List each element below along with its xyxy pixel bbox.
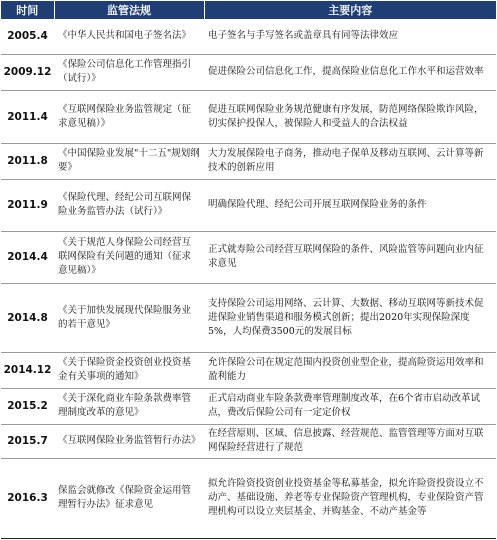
regulation-cell: 《互联网保险业务监管规定（征求意见稿）》	[54, 90, 204, 143]
table-row	[1, 352, 496, 388]
year-cell: 2014.4	[1, 231, 54, 283]
content-cell: 促进互联网保险业务规范健康有序发展，防范网络保险欺诈风险，切实保护投保人，被保险人和受益人的合法权益	[204, 90, 496, 143]
regulation-table	[1, 1, 496, 539]
table-row	[1, 19, 496, 54]
content-cell: 允许保险公司在规定范围内投资创业型企业，提高险资运用效率和盈利能力	[204, 352, 496, 388]
regulation-cell: 《保险公司信息化工作管理指引（试行）》	[54, 54, 204, 90]
year-cell: 2005.4	[1, 19, 54, 54]
year-cell: 2014.12	[1, 352, 54, 388]
table-row	[1, 231, 496, 283]
regulation-cell: 《保险代理、经纪公司互联网保险业务监管办法（试行）》	[54, 179, 204, 231]
year-cell: 2011.9	[1, 179, 54, 231]
regulation-cell: 《互联网保险业务监管暂行办法》	[54, 424, 204, 458]
table-row	[1, 90, 496, 143]
year-cell: 2011.4	[1, 90, 54, 143]
regulation-cell: 《关于深化商业车险条款费率管理制度改革的意见》	[54, 388, 204, 424]
content-cell: 大力发展保险电子商务，推动电子保单及移动互联网、云计算等新技术的创新应用	[204, 143, 496, 179]
table-row	[1, 54, 496, 90]
table-row	[1, 283, 496, 352]
regulation-cell: 《中华人民共和国电子签名法》	[54, 19, 204, 54]
content-cell: 拟允许险资投资创业投资基金等私募基金，拟允许险资投资设立不动产、基础设施、养老等专业保险资产管理机构，专业保险资产管理机构可以设立夹层基金、并购基金、不动产基金等	[204, 458, 496, 538]
regulation-cell: 《中国保险业发展"十二五"规划纲要》	[54, 143, 204, 179]
content-cell: 促进保险公司信息化工作，提高保险业信息化工作水平和运营效率	[204, 54, 496, 90]
year-cell: 2009.12	[1, 54, 54, 90]
year-cell: 2016.3	[1, 458, 54, 538]
table-row	[1, 388, 496, 424]
header-regulation: 监管法规	[54, 1, 204, 19]
table-row	[1, 424, 496, 458]
content-cell: 电子签名与手写签名或盖章具有同等法律效应	[204, 19, 496, 54]
content-cell: 支持保险公司运用网络、云计算、大数据、移动互联网等新技术促进保险业销售渠道和服务模式创新；提出2020年实现保险深度5%，人均保费3500元的发展目标	[204, 283, 496, 352]
regulation-cell: 《关于规范人身保险公司经营互联网保险有关问题的通知（征求意见稿）》	[54, 231, 204, 283]
regulation-cell: 《关于保险资金投资创业投资基金有关事项的通知》	[54, 352, 204, 388]
year-cell: 2015.2	[1, 388, 54, 424]
content-cell: 明确保险代理、经纪公司开展互联网保险业务的条件	[204, 179, 496, 231]
table-row	[1, 143, 496, 179]
header-content: 主要内容	[204, 1, 496, 19]
year-cell: 2015.7	[1, 424, 54, 458]
table-row	[1, 179, 496, 231]
table-header-row	[1, 1, 496, 19]
content-cell: 正式启动商业车险条款费率管理制度改革，在6个省市启动改革试点，费改后保险公司有一定定价权	[204, 388, 496, 424]
content-cell: 正式就寿险公司经营互联网保险的条件、风险监管等问题向业内征求意见	[204, 231, 496, 283]
year-cell: 2011.8	[1, 143, 54, 179]
content-cell: 在经营原则、区域、信息披露、经营规范、监管管理等方面对互联网保险经营进行了规范	[204, 424, 496, 458]
year-cell: 2014.8	[1, 283, 54, 352]
header-time: 时间	[1, 1, 54, 19]
table-row	[1, 458, 496, 538]
regulation-cell: 《关于加快发展现代保险服务业的若干意见》	[54, 283, 204, 352]
regulation-cell: 保监会就修改《保险资金运用管理暂行办法》征求意见	[54, 458, 204, 538]
